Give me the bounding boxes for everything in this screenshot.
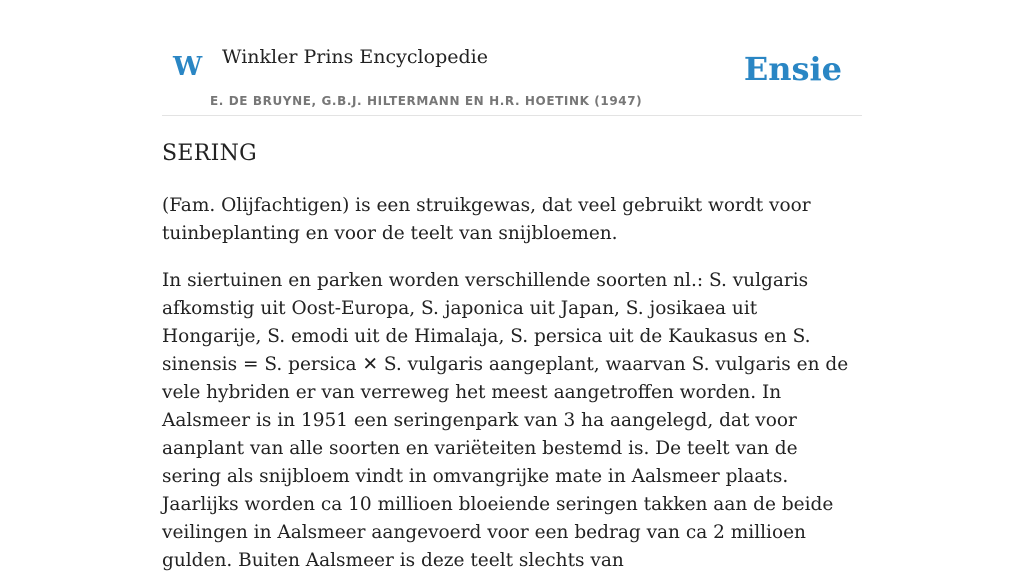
book-authors: E. DE BRUYNE, G.B.J. HILTERMANN EN H.R. HOETINK (1947) — [210, 94, 643, 108]
header — [162, 0, 862, 116]
article-paragraph-1: (Fam. Olijfachtigen) is een struikgewas, dat veel gebruikt wordt voor tuinbeplanting en voor de teelt van snijbloemen. — [162, 195, 811, 244]
article-container — [162, 0, 862, 571]
article-headword: SERING — [162, 141, 258, 166]
winkler-prins-logo[interactable]: W — [173, 52, 203, 82]
book-title[interactable]: Winkler Prins Encyclopedie — [222, 46, 488, 68]
ensie-logo-link[interactable]: Ensie — [743, 50, 842, 88]
article-paragraph-2: In siertuinen en parken worden verschillende soorten nl.: S. vulgaris afkomstig uit Oost-Europa, S. japonica uit Japan, S. josikaea uit Hongarije, S. emodi uit de Himalaja, S. persica uit de Kaukasus en S. sinensis = S. persica ✕ S. vulgaris aangeplant, waarvan S. vulgaris en de vele hybriden er van verreweg het meest aangetroffen worden. In Aalsmeer is in 1951 een seringenpark van 3 ha aangelegd, dat voor aanplant van alle soorten en variëteiten bestemd is. De teelt van de sering als snijbloem vindt in omvangrijke mate in Aalsmeer plaats. Jaarlijks worden ca 10 millioen bloeiende seringen takken aan de beide veilingen in Aalsmeer aangevoerd voor een bedrag van ca 2 millioen gulden. Buiten Aalsmeer is deze teelt slechts van — [162, 270, 849, 571]
